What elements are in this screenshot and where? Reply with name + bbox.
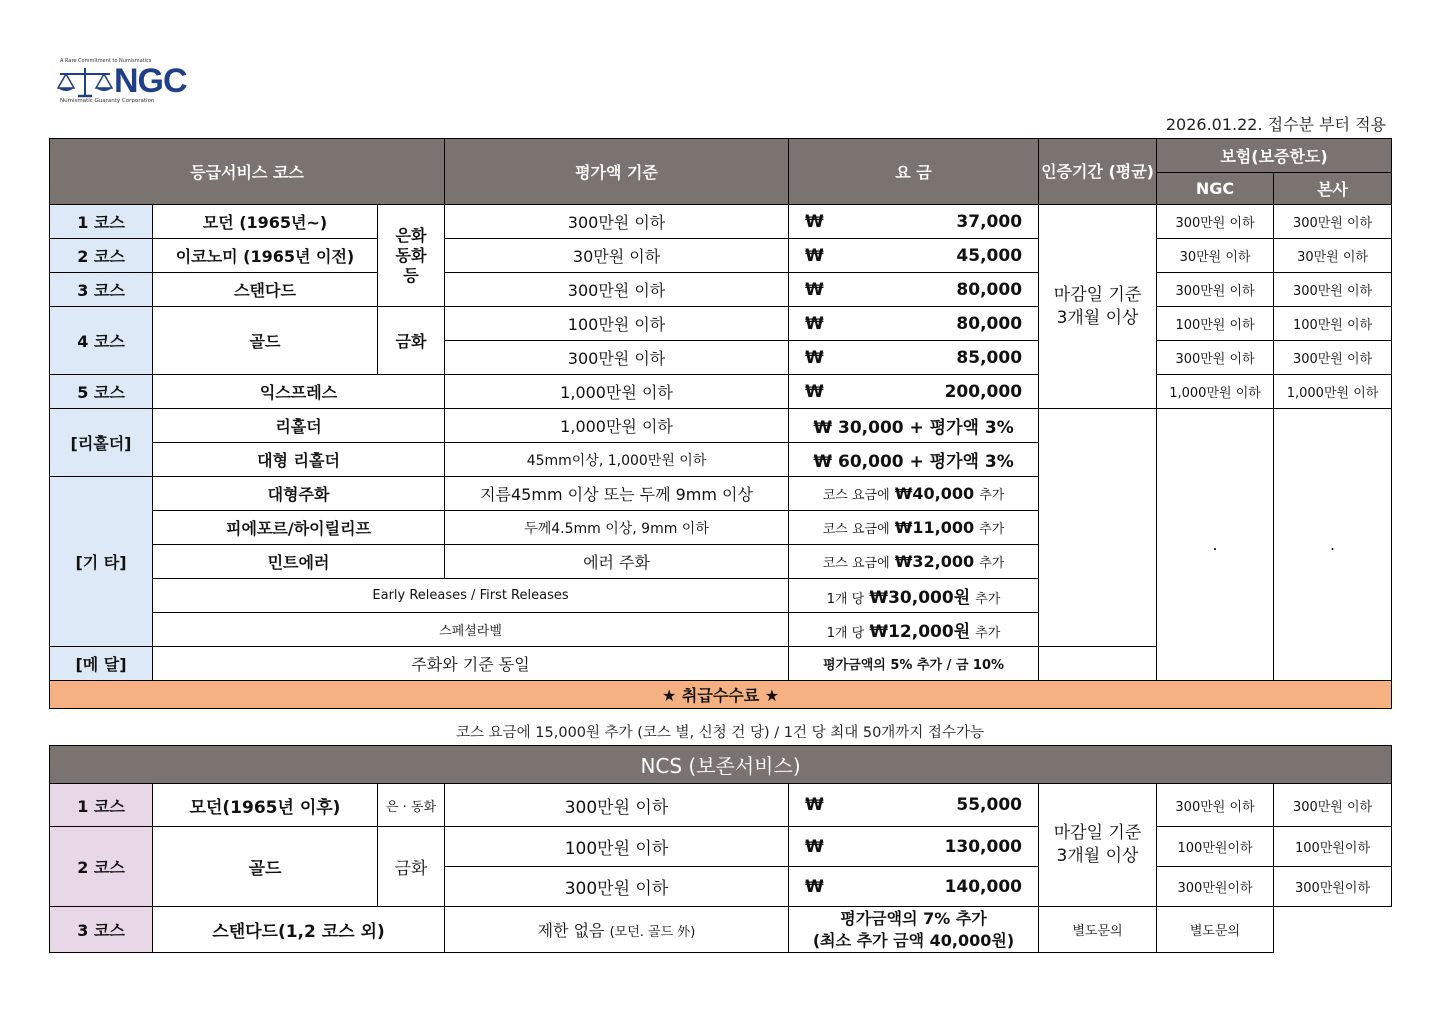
header-ngc: NGC [1157, 173, 1274, 205]
fee-cell [789, 613, 1039, 647]
currency-symbol: ₩ [805, 347, 824, 368]
fee-prefix: 1개 당 [826, 592, 865, 607]
value-limit: 300만원 이하 [445, 273, 789, 307]
course-name: 이코노미 (1965년 이전) [153, 239, 378, 273]
handling-fee-banner [50, 681, 1392, 709]
fee-cell: 평가금액의 5% 추가 / 금 10% [789, 647, 1039, 681]
insurance-hq: 300만원 이하 [1274, 784, 1392, 827]
fee-amount: 130,000 [944, 836, 1022, 857]
fee-amount: 37,000 [956, 211, 1023, 232]
course-name: 골드 [153, 827, 378, 907]
fee-amount: ₩32,000 [894, 552, 975, 571]
course-label: 1 코스 [50, 784, 153, 827]
fee-suffix: 추가 [975, 592, 1001, 607]
header-fee: 요 금 [789, 139, 1039, 205]
course-label: 4 코스 [50, 307, 153, 375]
fee-amount: 80,000 [956, 279, 1023, 300]
header-course: 등급서비스 코스 [50, 139, 445, 205]
value-limit: 1,000만원 이하 [445, 409, 789, 443]
fee-amount: ₩11,000 [894, 518, 975, 537]
metal-type: 은화 동화 등 [378, 205, 445, 307]
value-limit: 300만원 이하 [445, 867, 789, 907]
currency-symbol: ₩ [805, 876, 824, 897]
fee-prefix: 코스 요금에 [822, 556, 890, 571]
fee-cell [789, 827, 1039, 867]
course-label: 5 코스 [50, 375, 153, 409]
value-limit: 두께4.5mm 이상, 9mm 이하 [445, 511, 789, 545]
fee-cell [789, 867, 1039, 907]
effective-date: 2026.01.22. 접수분 부터 적용 [1165, 115, 1386, 134]
period-empty [1039, 647, 1157, 681]
service-name: 리홀더 [153, 409, 445, 443]
course-name: 골드 [153, 307, 378, 375]
insurance-ngc: 30만원 이하 [1157, 239, 1274, 273]
value-limit: 100만원 이하 [445, 827, 789, 867]
insurance-ngc: 100만원 이하 [1157, 307, 1274, 341]
course-label: 1 코스 [50, 205, 153, 239]
table-row [50, 784, 1392, 827]
currency-symbol: ₩ [805, 279, 824, 300]
fee-cell [789, 341, 1039, 375]
table-row [50, 409, 1392, 443]
fee-prefix: 1개 당 [826, 626, 865, 641]
certification-period: 마감일 기준 3개월 이상 [1039, 205, 1157, 409]
table-row [50, 273, 1392, 307]
fee-suffix: 추가 [979, 488, 1005, 503]
fee-amount: ₩30,000원 [869, 588, 971, 608]
header-period: 인증기간 (평균) [1039, 139, 1157, 205]
metal-type: 금화 [378, 827, 445, 907]
table-row [50, 375, 1392, 409]
currency-symbol: ₩ [805, 245, 824, 266]
currency-symbol: ₩ [805, 211, 824, 232]
value-limit: 지름45mm 이상 또는 두께 9mm 이상 [445, 477, 789, 511]
insurance-hq: 1,000만원 이하 [1274, 375, 1392, 409]
insurance-hq: 300만원이하 [1274, 867, 1392, 907]
course-label: 3 코스 [50, 907, 153, 953]
metal-type: 은 · 동화 [378, 784, 445, 827]
fee-amount: ₩40,000 [894, 484, 975, 503]
fee-cell [789, 907, 1039, 953]
insurance-hq: 100만원이하 [1274, 827, 1392, 867]
value-limit: 300만원 이하 [445, 341, 789, 375]
value-limit [445, 907, 789, 953]
currency-symbol: ₩ [805, 836, 824, 857]
insurance-ngc: 300만원이하 [1157, 867, 1274, 907]
insurance-ngc: 300만원 이하 [1157, 273, 1274, 307]
service-name: 대형 리홀더 [153, 443, 445, 477]
value-text: 제한 없음 [537, 921, 605, 940]
table-row [50, 205, 1392, 239]
period-empty [1039, 409, 1157, 647]
value-limit: 100만원 이하 [445, 307, 789, 341]
fee-amount: 140,000 [944, 876, 1022, 897]
certification-period: 마감일 기준 3개월 이상 [1039, 784, 1157, 907]
table-row [50, 239, 1392, 273]
fee-suffix: 추가 [979, 522, 1005, 537]
fee-cell [789, 784, 1039, 827]
course-name: 스탠다드(1,2 코스 외) [153, 907, 445, 953]
insurance-hq: 30만원 이하 [1274, 239, 1392, 273]
value-note: (모던. 골드 外) [609, 925, 696, 940]
handling-fee-title: ★ 취급수수료 ★ [50, 681, 1392, 709]
header-insurance: 보험(보증한도) [1157, 139, 1392, 173]
fee-cell [789, 579, 1039, 613]
fee-cell: ₩ 60,000 + 평가액 3% [789, 443, 1039, 477]
header-value: 평가액 기준 [445, 139, 789, 205]
service-name: 대형주화 [153, 477, 445, 511]
fee-cell [789, 545, 1039, 579]
fee-cell [789, 307, 1039, 341]
fee-amount: 85,000 [956, 347, 1023, 368]
ncs-fee-table [49, 745, 1392, 953]
fee-cell [789, 273, 1039, 307]
insurance-hq: . [1274, 409, 1392, 681]
insurance-hq: 300만원 이하 [1274, 341, 1392, 375]
service-name: 민트에러 [153, 545, 445, 579]
course-label: [기 타] [50, 477, 153, 647]
course-name: 모던 (1965년~) [153, 205, 378, 239]
table-row [50, 907, 1392, 953]
insurance-ngc: 100만원이하 [1157, 827, 1274, 867]
course-name: 익스프레스 [153, 375, 445, 409]
fee-cell [789, 511, 1039, 545]
fee-suffix: 추가 [979, 556, 1005, 571]
service-name: 피에포르/하이릴리프 [153, 511, 445, 545]
value-limit: 1,000만원 이하 [445, 375, 789, 409]
table-row [50, 307, 1392, 341]
value-limit: 45mm이상, 1,000만원 이하 [445, 443, 789, 477]
value-limit: 에러 주화 [445, 545, 789, 579]
insurance-hq: 300만원 이하 [1274, 205, 1392, 239]
fee-cell [789, 375, 1039, 409]
fee-amount: 80,000 [956, 313, 1023, 334]
course-name: 스탠다드 [153, 273, 378, 307]
course-label: 2 코스 [50, 827, 153, 907]
insurance-hq: 별도문의 [1157, 907, 1274, 953]
insurance-ngc: 300만원 이하 [1157, 784, 1274, 827]
course-label: 2 코스 [50, 239, 153, 273]
currency-symbol: ₩ [805, 795, 824, 815]
fee-prefix: 코스 요금에 [822, 488, 890, 503]
insurance-hq: 300만원 이하 [1274, 273, 1392, 307]
handling-fee-note: 코스 요금에 15,000원 추가 (코스 별, 신청 건 당) / 1건 당 최대 50개까지 접수가능 [456, 725, 984, 741]
fee-amount: 200,000 [944, 381, 1023, 402]
course-label: [메 달] [50, 647, 153, 681]
value-limit: 주화와 기준 동일 [153, 647, 789, 681]
fee-cell [789, 477, 1039, 511]
course-label: [리홀더] [50, 409, 153, 477]
ngc-logo [56, 58, 186, 108]
fee-amount: ₩12,000원 [869, 622, 971, 642]
logo-tagline: A Rare Commitment to Numismatics [60, 58, 152, 64]
value-limit: 300만원 이하 [445, 205, 789, 239]
fee-cell: ₩ 30,000 + 평가액 3% [789, 409, 1039, 443]
logo-wordmark: NGC [114, 62, 187, 100]
ncs-title: NCS (보존서비스) [50, 746, 1392, 784]
course-label: 3 코스 [50, 273, 153, 307]
table-row [50, 827, 1392, 867]
service-name: 스페셜라벨 [153, 613, 789, 647]
logo-subtitle: Numismatic Guaranty Corporation [60, 98, 155, 104]
fee-cell [789, 205, 1039, 239]
metal-type: 금화 [378, 307, 445, 375]
value-limit: 300만원 이하 [445, 784, 789, 827]
insurance-ngc: . [1157, 409, 1274, 681]
fee-line-1: 평가금액의 7% 추가 [840, 908, 987, 928]
fee-amount: 55,000 [956, 795, 1022, 815]
value-limit: 30만원 이하 [445, 239, 789, 273]
insurance-ngc: 별도문의 [1039, 907, 1157, 953]
grading-fee-table [49, 138, 1392, 709]
fee-cell [789, 239, 1039, 273]
scales-of-justice-icon [56, 62, 114, 102]
fee-line-2: (최소 추가 금액 40,000원) [812, 930, 1015, 950]
currency-symbol: ₩ [805, 381, 824, 402]
course-name: 모던(1965년 이후) [153, 784, 378, 827]
insurance-ngc: 300만원 이하 [1157, 205, 1274, 239]
insurance-ngc: 1,000만원 이하 [1157, 375, 1274, 409]
service-name: Early Releases / First Releases [153, 579, 789, 613]
fee-suffix: 추가 [975, 626, 1001, 641]
insurance-hq: 100만원 이하 [1274, 307, 1392, 341]
fee-amount: 45,000 [956, 245, 1023, 266]
insurance-ngc: 300만원 이하 [1157, 341, 1274, 375]
currency-symbol: ₩ [805, 313, 824, 334]
header-hq: 본사 [1274, 173, 1392, 205]
fee-prefix: 코스 요금에 [822, 522, 890, 537]
